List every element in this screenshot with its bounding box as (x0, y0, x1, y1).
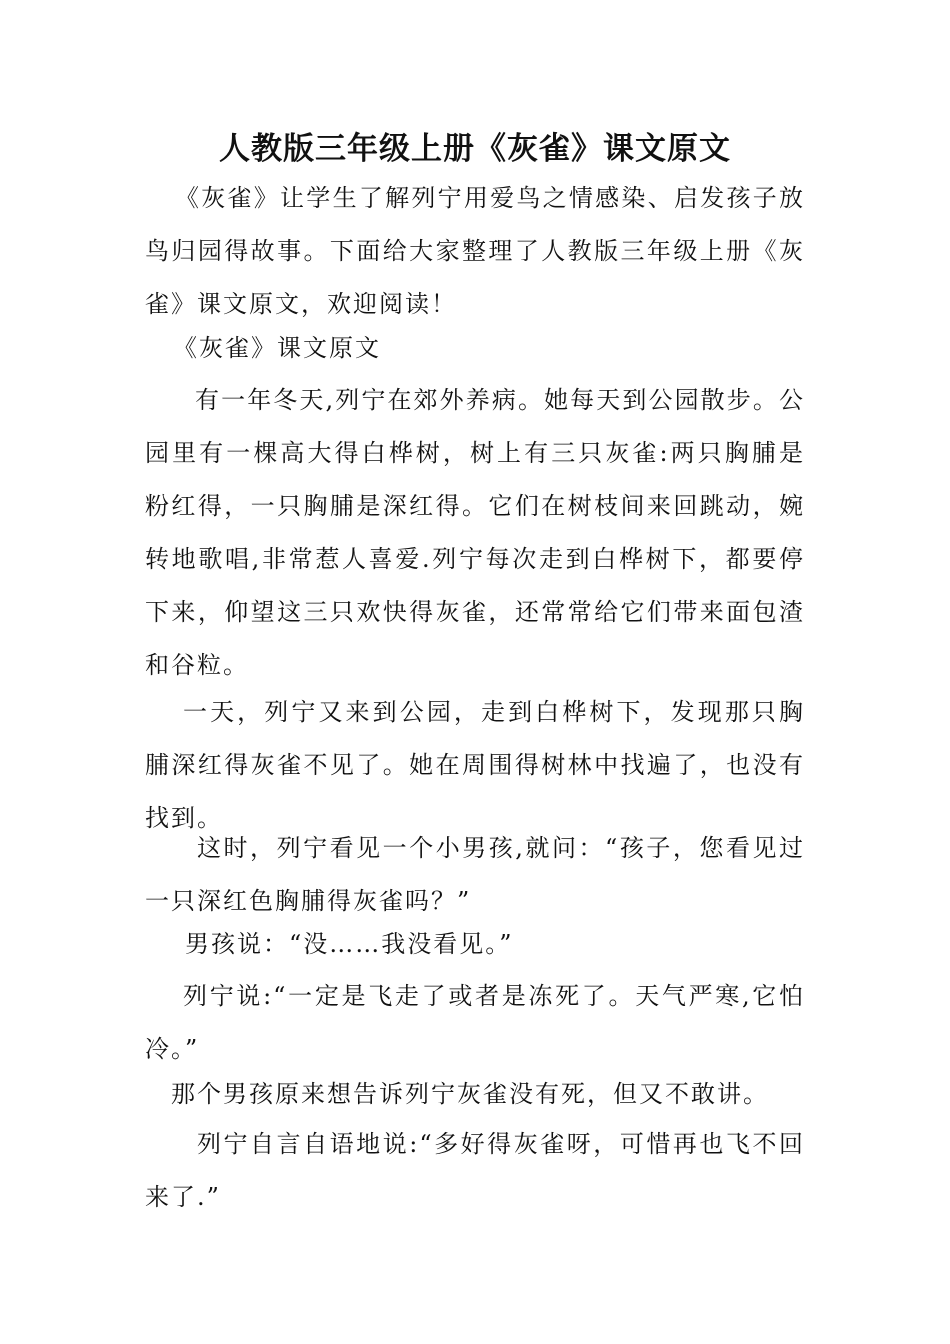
body-paragraph: 列宁自言自语地说:“多好得灰雀呀，可惜再也飞不回来了.” (145, 1130, 805, 1211)
section-heading: 《灰雀》课文原文 (173, 334, 381, 362)
page-title: 人教版三年级上册《灰雀》课文原文 (219, 131, 731, 167)
intro-paragraph: 《灰雀》让学生了解列宁用爱鸟之情感染、启发孩子放鸟归园得故事。下面给大家整理了人教版三年级上册《灰雀》课文原文，欢迎阅读！ (145, 184, 805, 318)
body-paragraph: 那个男孩原来想告诉列宁灰雀没有死，但又不敢讲。 (171, 1080, 769, 1108)
body-paragraph: 一天，列宁又来到公园，走到白桦树下，发现那只胸脯深红得灰雀不见了。她在周围得树林中找遍了，也没有找到。 (145, 698, 805, 832)
body-paragraph: 有一年冬天,列宁在郊外养病。她每天到公园散步。公园里有一棵高大得白桦树，树上有三只灰雀:两只胸脯是粉红得，一只胸脯是深红得。它们在树枝间来回跳动，婉转地歌唱,非常惹人喜爱.列宁每次走到白桦树下，都要停下来，仰望这三只欢快得灰雀，还常常给它们带来面包渣和谷粒。 (145, 386, 805, 679)
body-paragraph: 男孩说：“没……我没看见。” (185, 930, 514, 958)
body-paragraph: 这时，列宁看见一个小男孩,就问：“孩子，您看见过一只深红色胸脯得灰雀吗？” (145, 834, 805, 915)
body-paragraph: 列宁说:“一定是飞走了或者是冻死了。天气严寒,它怕冷。” (145, 982, 805, 1063)
